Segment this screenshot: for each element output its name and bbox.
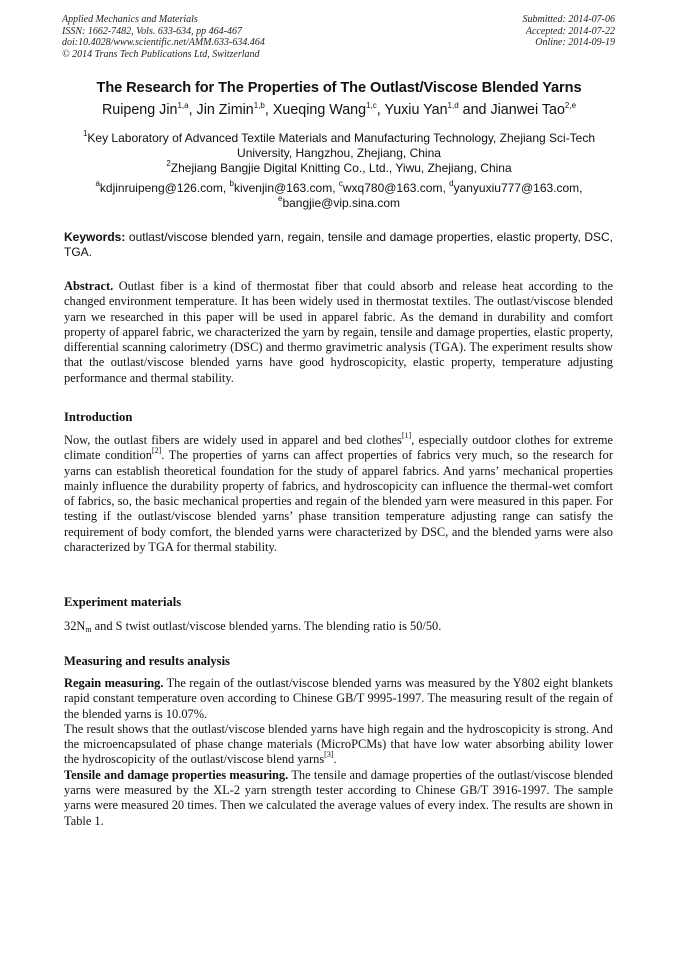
abstract-text: Outlast fiber is a kind of thermostat fiber that could absorb and release heat according to the changed environment temperature. It has been widely used in thermostat textiles. The outlast/viscose blended yarn we researched in this paper will be used in apparel fabric. As the demand in durability and comfort property of apparel fabric, we characterized the yarn by regain, tensile and damage properties, elastic property, differential scanning calorimetry (DSC) and thermo gravimetric analysis (TGA). The experiment results show that the outlast/viscose blended yarns have good hydroscopicity, elastic property, temperature adjusting performance and thermal stability. — [64, 279, 613, 385]
introduction-text: Now, the outlast fibers are widely used in apparel and bed clothes[1], especially outdoor clothes for extreme climate condition[2]. The properties of yarns can affect properties of fabrics very much, so the research for yarns can establish theoretical foundation for the study of apparel fabrics. And yarns’ mechanical properties mainly influence the durability property of fabrics, and hydroscopicity can influence the thermal-wet comfort of fabrics, so, the basic mechanical properties and regain of the blended yarn were measured in this paper. For testing if the outlast/viscose blended yarns’ phase transition temperature adjusting range can satisfy the requirement of body comfort, the blended yarns were characterized by DSC, and the blended yarns were also characterized by TGA for thermal stability. — [64, 431, 613, 555]
email: yanyuxiu777@163.com — [453, 181, 580, 195]
abstract-label: Abstract. — [64, 279, 114, 293]
regain-paragraph: Regain measuring. The regain of the outlast/viscose blended yarns was measured by the Y802 eight blankets rapid constant temperature oven according to Chinese GB/T 9995-1997. The measuring result of the regain of the blended yarns is 10.07%. — [64, 676, 613, 721]
email: kdjinruipeng@126.com — [99, 181, 223, 195]
journal-name: Applied Mechanics and Materials — [62, 14, 198, 25]
measuring-heading: Measuring and results analysis — [64, 654, 230, 668]
journal-copyright: © 2014 Trans Tech Publications Ltd, Switzerland — [62, 48, 260, 60]
author: Jianwei Tao$^{2,e}$ — [490, 101, 577, 118]
affiliation-1: $^1$Key Laboratory of Advanced Textile Materials and Manufacturing Technology, Zhejiang Sci-Tech University, Hangzhou, Zhejiang, China — [82, 129, 596, 161]
keywords — [64, 230, 613, 261]
accepted-date: Accepted: 2014-07-22 — [525, 25, 615, 37]
affiliation-2: $^2$Zhejiang Bangjie Digital Knitting Co., Ltd., Yiwu, Zhejiang, China — [166, 159, 512, 175]
citation: [2] — [151, 446, 162, 456]
citation: [3] — [324, 750, 334, 760]
email-list: $^a$kdjinruipeng@126.com, $^b$kivenjin@163.com, $^c$wxq780@163.com, $^d$yanyuxiu777@163.com, $^e$bangjie@vip.sina.com — [95, 179, 583, 211]
introduction-heading: Introduction — [64, 410, 133, 424]
email: kivenjin@163.com — [233, 181, 333, 195]
online-date: Online: 2014-09-19 — [535, 37, 615, 49]
author: Ruipeng Jin$^{1,a}$ — [101, 101, 189, 118]
materials-heading: Experiment materials — [64, 595, 182, 609]
author: Xueqing Wang$^{1,c}$ — [272, 101, 377, 118]
journal-info — [62, 14, 265, 60]
author: Yuxiu Yan$^{1,d}$ — [384, 101, 459, 118]
keywords-label: Keywords: — [64, 230, 126, 244]
paper-title: The Research for The Properties of The Outlast/Viscose Blended Yarns — [96, 80, 582, 96]
regain-result-paragraph: The result shows that the outlast/viscose blended yarns have high regain and the hydroscopicity is strong. And the microencapsulated of phase change materials (MicroPCMs) that have low water absorbing ability lower the hydroscopicity of the outlast/viscose blend yarns[3]. — [64, 721, 613, 767]
measuring-text — [64, 676, 613, 829]
citation: [1] — [401, 431, 412, 440]
journal-doi: doi:10.4028/www.scientific.net/AMM.633-634.464 — [62, 37, 265, 49]
abstract — [64, 279, 613, 386]
email: wxq780@163.com — [342, 181, 443, 195]
tensile-paragraph: Tensile and damage properties measuring. The tensile and damage properties of the outlast/viscose blended yarns were measured by the XL-2 yarn strength tester according to Chinese GB/T 3916-1997. The sample yarns were measured 20 times. Then we calculated the average values of every index. The results are shown in Table 1. — [64, 767, 613, 828]
submitted-date: Submitted: 2014-07-06 — [522, 14, 615, 25]
materials-text: $32N_m$ and S twist outlast/viscose blended yarns. The blending ratio is 50/50. — [64, 619, 442, 634]
author: Jin Zimin$^{1,b}$ — [196, 101, 265, 118]
keywords-text: outlast/viscose blended yarn, regain, tensile and damage properties, elastic property, DSC, TGA. — [64, 230, 613, 260]
journal-issn: ISSN: 1662-7482, Vols. 633-634, pp 464-467 — [62, 25, 242, 37]
email: bangjie@vip.sina.com — [282, 196, 401, 211]
author-list: Ruipeng Jin$^{1,a}$, Jin Zimin$^{1,b}$, Xueqing Wang$^{1,c}$, Yuxiu Yan$^{1,d}$ and Jianwei Tao$^{2,e}$ — [101, 101, 577, 118]
submission-dates — [523, 14, 616, 49]
